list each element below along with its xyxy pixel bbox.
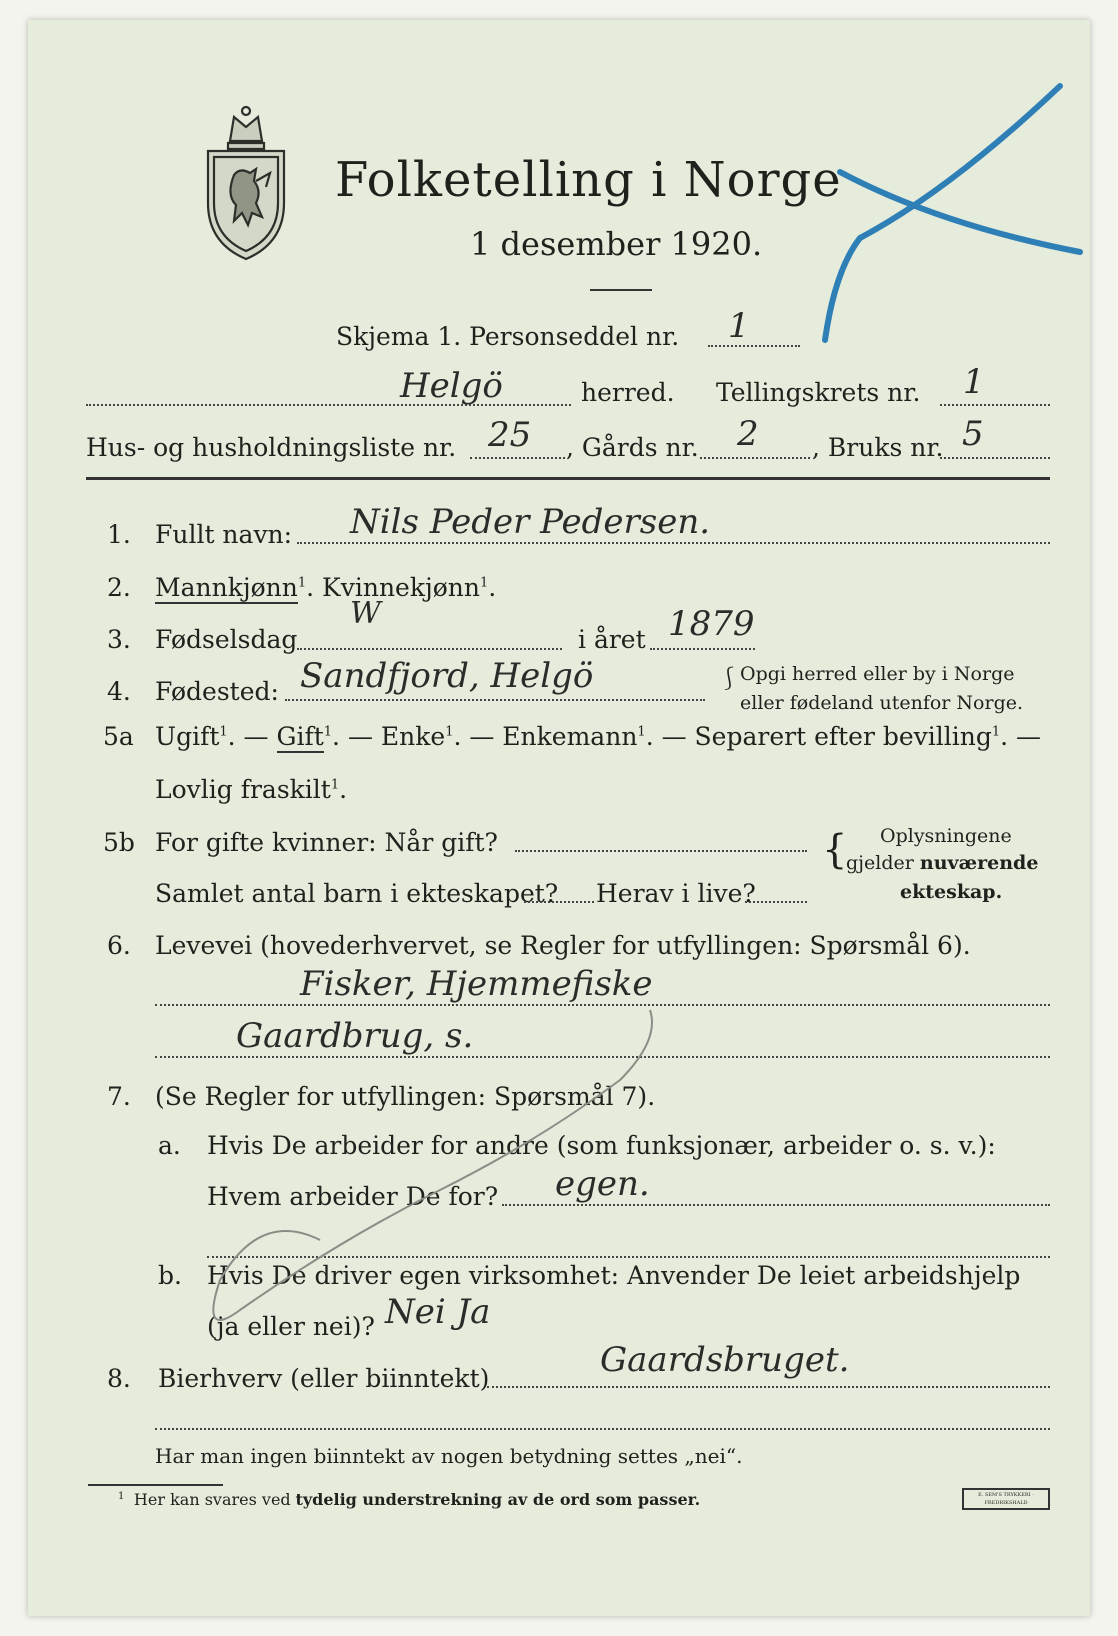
children-alive-label: Herav i live? [596,879,756,908]
q3-label: Fødselsdag [155,625,298,654]
tellingskrets-value[interactable]: 1 [963,362,985,402]
footnote-text-b: tydelig understrekning av de ord som passer. [295,1490,701,1509]
occupation-value-2[interactable]: Gaardbrug, s. [236,1016,474,1056]
footnote-ref: 1 [330,777,340,793]
status-fraskilt-end: . [339,775,348,804]
q4-number: 4. [107,677,131,706]
herred-value[interactable]: Helgö [400,366,503,406]
header-divider [86,477,1050,480]
status-fraskilt-label: Lovlig fraskilt [155,775,331,804]
note-brace: { [822,827,848,873]
children-total-line [524,901,594,903]
form-date: 1 desember 1920. [470,225,763,263]
status-ugift[interactable]: Ugift [155,722,220,751]
q7b-label: Hvis De driver egen virksomhet: Anvender De leiet arbeidshjelp [207,1261,1021,1290]
q4-label: Fødested: [155,677,279,706]
q5b-number: 5b [103,828,135,857]
marriage-note-2 [846,852,1038,874]
footnote-ref: 1 [637,724,646,740]
birthplace-value[interactable]: Sandfjord, Helgö [300,656,594,696]
tellingskrets-line [940,404,1050,406]
printer-stamp-text: E. SEM'S TRYKKERI · FREDRIKSHALD [978,1492,1034,1506]
q7a-letter: a. [158,1131,181,1160]
footnote-ref: 1 [445,724,454,740]
full-name-value[interactable]: Nils Peder Pedersen. [350,502,711,542]
personseddel-nr-value[interactable]: 1 [728,306,750,346]
gender-male[interactable]: Mannkjønn [155,573,298,602]
footnote-ref: 1 [219,724,228,740]
footnote-divider [88,1484,223,1486]
q5b-label: For gifte kvinner: Når gift? [155,828,498,857]
q6-number: 6. [107,931,131,960]
q7a-employer-label: Hvem arbeider De for? [207,1182,499,1211]
blue-check-mark-icon [780,80,1090,350]
bruks-value[interactable]: 5 [962,414,984,454]
q7a-label: Hvis De arbeider for andre (som funksjonær, arbeider o. s. v.): [207,1131,996,1160]
married-when-line [515,850,807,852]
footnote-mark: 1 [118,1491,125,1502]
q1-label: Fullt navn: [155,520,293,549]
birth-year-line [650,648,755,650]
pencil-mark-icon [180,980,660,1360]
gender-female[interactable]: Kvinnekjønn [322,573,480,602]
gards-label: , Gårds nr. [566,433,699,462]
marital-status-options[interactable] [155,722,1041,751]
herred-label: herred. [581,378,675,407]
status-fraskilt[interactable] [155,775,347,804]
side-income-line-2 [155,1428,1050,1430]
footnote-text-a: Her kan svares ved [133,1490,291,1509]
bruks-label: , Bruks nr. [812,433,944,462]
q6-label: Levevei (hovederhvervet, se Regler for utfyllingen: Spørsmål 6). [155,931,971,960]
marriage-note-1: Oplysningene [880,825,1012,847]
footnote-ref: 1 [480,575,489,591]
occupation-value-1[interactable]: Fisker, Hjemmefiske [300,964,653,1004]
note-brace: ⎰ [718,667,741,692]
husholdningsliste-label: Hus- og husholdningsliste nr. [86,433,457,462]
coat-of-arms-icon [200,103,292,263]
birthday-value[interactable]: W [350,596,381,631]
husholdningsliste-line [470,457,565,459]
husholdningsliste-value[interactable]: 25 [488,415,532,455]
marriage-note-3: ekteskap. [900,881,1003,903]
q2-number: 2. [107,573,131,602]
footnote-ref: 1 [297,575,307,591]
birthplace-note-2: eller fødeland utenfor Norge. [740,692,1024,714]
tellingskrets-label: Tellingskrets nr. [716,378,921,407]
hired-help-value[interactable]: Nei Ja [385,1292,491,1332]
form-title: Folketelling i Norge [335,152,842,208]
birth-year-value[interactable]: 1879 [668,604,755,644]
children-total-label: Samlet antal barn i ekteskapet? [155,879,559,908]
q3-number: 3. [107,625,131,654]
status-enkemann[interactable]: . — Enkemann [453,722,638,751]
year-label: i året [578,625,646,654]
footnote-ref: 1 [991,724,1001,740]
printer-stamp [962,1488,1050,1510]
side-income-value[interactable]: Gaardsbruget. [600,1340,850,1380]
status-end: . — [1000,722,1042,751]
q8-label: Bierhverv (eller biinntekt) [158,1364,490,1393]
gards-value[interactable]: 2 [737,414,759,454]
gender-separator: . [306,573,323,602]
marriage-note-2a: gjelder [846,852,914,874]
q1-number: 1. [107,520,131,549]
gender-options[interactable] [155,573,496,602]
footnote-ref: 1 [323,724,333,740]
q7b-letter: b. [158,1261,182,1290]
footnote [118,1490,700,1509]
q5a-number: 5a [103,722,134,751]
birthplace-note-1: Opgi herred eller by i Norge [740,663,1015,685]
q8-number: 8. [107,1364,131,1393]
q7b-hired-help-label: (ja eller nei)? [207,1312,375,1341]
status-gift[interactable]: Gift [276,722,324,751]
status-separert[interactable]: . — Separert efter bevilling [645,722,992,751]
birthday-line [297,648,562,650]
gards-line [700,457,810,459]
title-divider [590,289,652,291]
schema-label: Skjema 1. Personseddel nr. [336,322,680,351]
marriage-note-2b: nuværende [919,852,1039,874]
q7-number: 7. [107,1082,131,1111]
status-separator: . — [227,722,277,751]
children-alive-line [745,901,807,903]
bruks-line [940,457,1050,459]
status-enke[interactable]: . — Enke [332,722,446,751]
footer-note: Har man ingen biinntekt av nogen betydning settes „nei“. [155,1444,743,1468]
birthplace-line [285,699,705,701]
full-name-line [297,542,1050,544]
gender-end: . [488,573,497,602]
side-income-line [487,1386,1050,1388]
q7-label: (Se Regler for utfyllingen: Spørsmål 7). [155,1082,656,1111]
employer-value[interactable]: egen. [555,1164,650,1204]
